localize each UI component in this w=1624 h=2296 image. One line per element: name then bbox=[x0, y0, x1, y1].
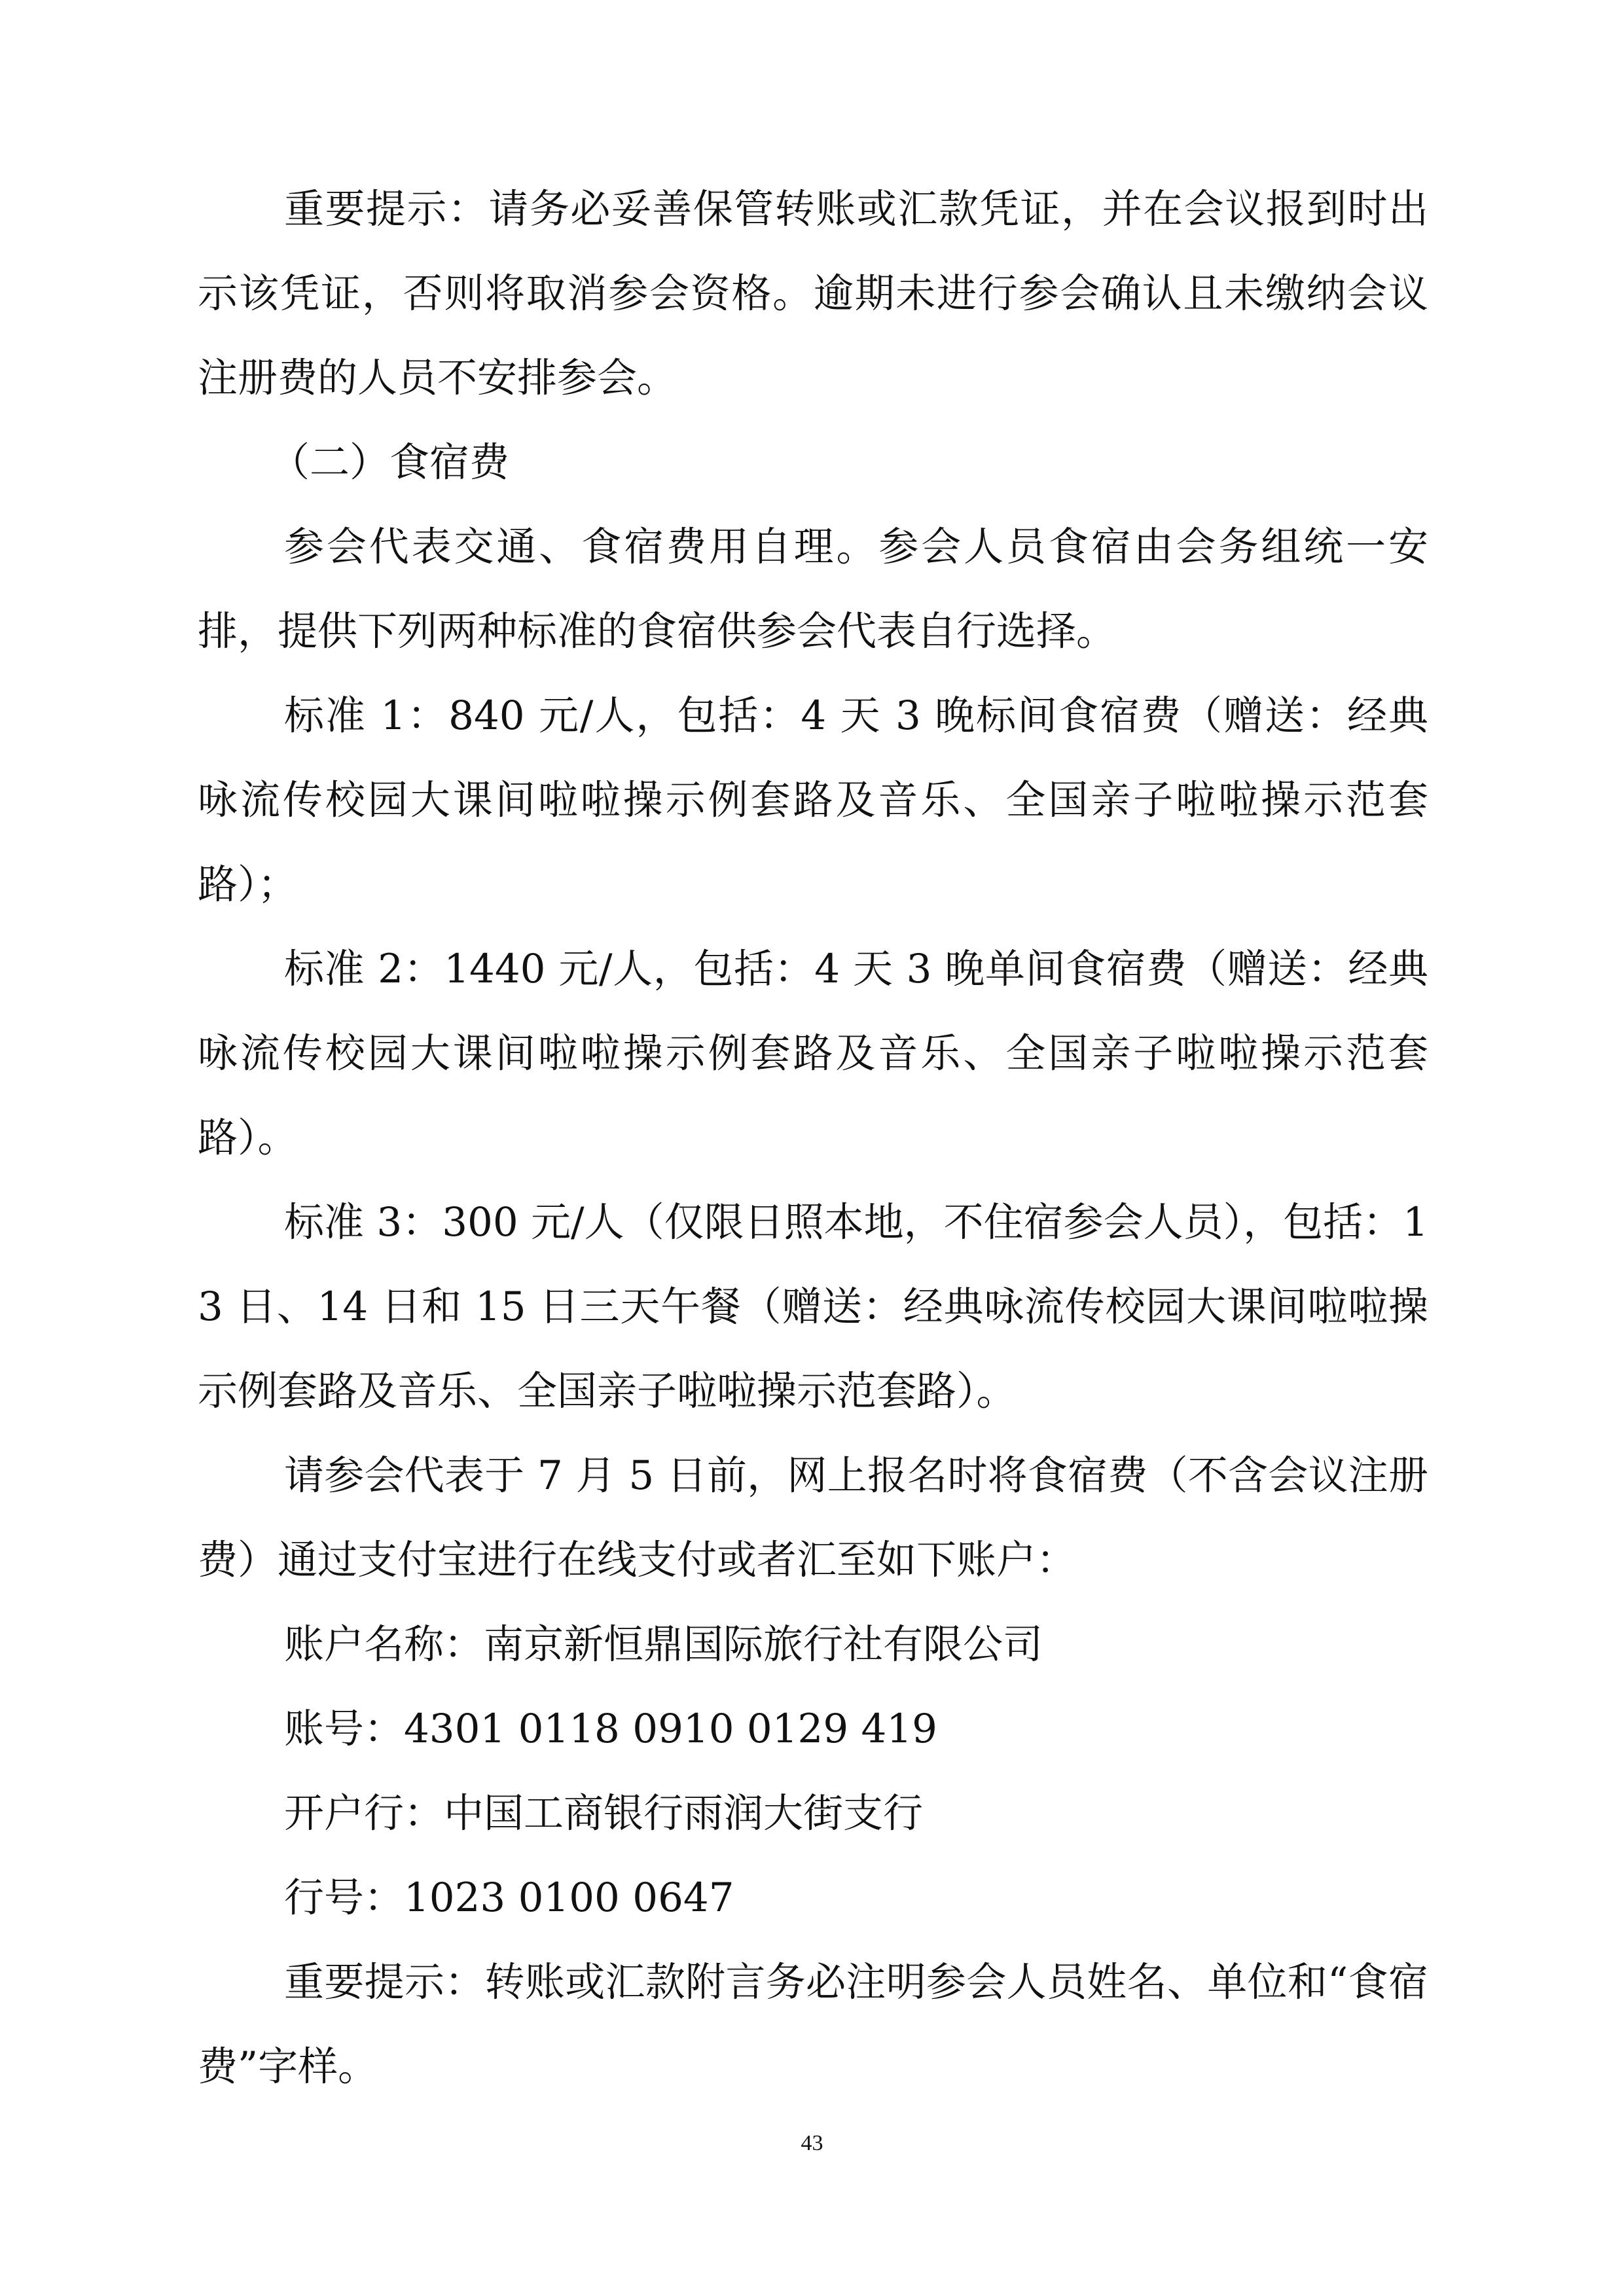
page-number: 43 bbox=[801, 2131, 823, 2155]
notice-paragraph-remittance: 重要提示：转账或汇款附言务必注明参会人员姓名、单位和“食宿费”字样。 bbox=[198, 1959, 1428, 2090]
section-heading-accommodation: （二）食宿费 bbox=[270, 439, 510, 486]
notice-paragraph-registration: 重要提示：请务必妥善保管转账或汇款凭证，并在会议报到时出示该凭证，否则将取消参会资格。逾期未进行参会确认且未缴纳会议注册费的人员不安排参会。 bbox=[198, 186, 1428, 401]
page-body bbox=[198, 167, 1428, 2109]
accommodation-intro-paragraph: 参会代表交通、食宿费用自理。参会人员食宿由会务组统一安排，提供下列两种标准的食宿供参会代表自行选择。 bbox=[198, 524, 1428, 655]
bank-branch-line: 开户行：中国工商银行雨润大街支行 bbox=[284, 1790, 924, 1837]
account-name-line: 账户名称：南京新恒鼎国际旅行社有限公司 bbox=[284, 1621, 1043, 1668]
standard-3-paragraph: 标准 3：300 元/人（仅限日照本地，不住宿参会人员），包括：13 日、14 日和 15 日三天午餐（赠送：经典咏流传校园大课间啦啦操示例套路及音乐、全国亲子啦啦操示范套路）。 bbox=[198, 1199, 1428, 1414]
standard-2-paragraph: 标准 2：1440 元/人，包括：4 天 3 晚单间食宿费（赠送：经典咏流传校园大课间啦啦操示例套路及音乐、全国亲子啦啦操示范套路）。 bbox=[198, 946, 1428, 1161]
account-number-line: 账号：4301 0118 0910 0129 419 bbox=[284, 1706, 937, 1752]
payment-instruction-paragraph: 请参会代表于 7 月 5 日前，网上报名时将食宿费（不含会议注册费）通过支付宝进行在线支付或者汇至如下账户： bbox=[198, 1452, 1428, 1583]
standard-1-paragraph: 标准 1：840 元/人，包括：4 天 3 晚标间食宿费（赠送：经典咏流传校园大课间啦啦操示例套路及音乐、全国亲子啦啦操示范套路）； bbox=[198, 692, 1428, 908]
bank-code-line: 行号：1023 0100 0647 bbox=[284, 1874, 734, 1921]
